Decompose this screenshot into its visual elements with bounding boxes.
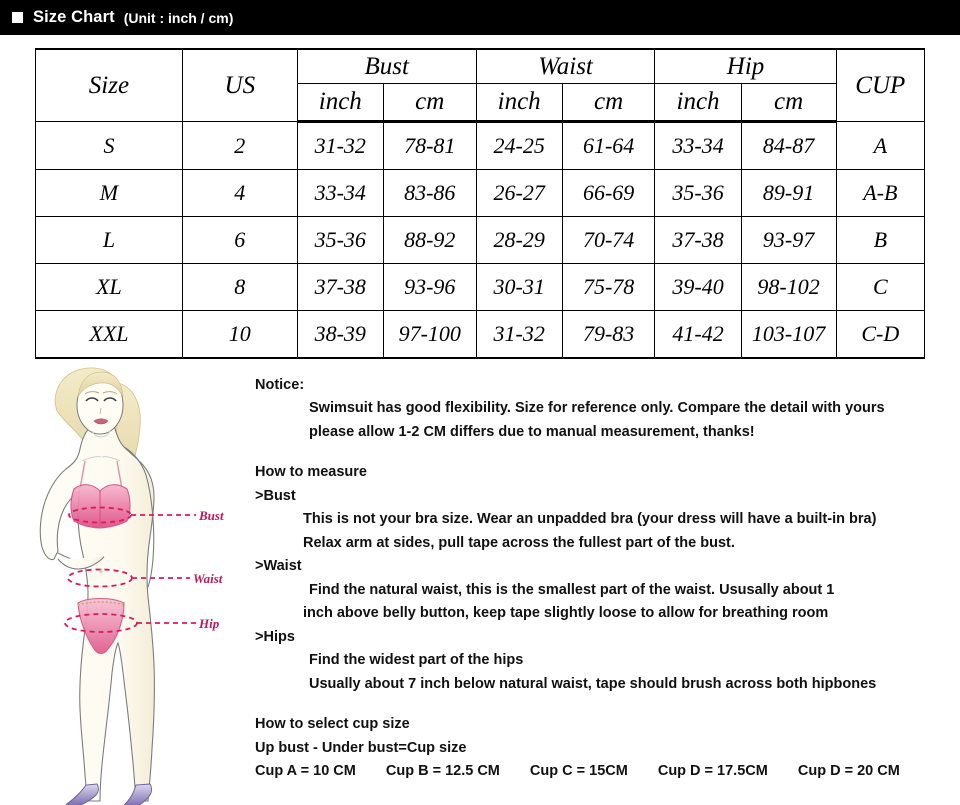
shoe-right [124, 784, 152, 805]
table-row [36, 217, 925, 264]
cell-us: 6 [182, 217, 297, 264]
table-row [36, 122, 925, 170]
cell-cup: C [836, 264, 924, 311]
table-row [36, 264, 925, 311]
cell-us: 8 [182, 264, 297, 311]
col-header-hip: Hip [655, 49, 836, 84]
cell-hip-cm: 84-87 [741, 122, 836, 170]
cell-us: 10 [182, 311, 297, 359]
notice-heading: Notice: [255, 377, 305, 393]
measure-hips-label: >Hips [255, 628, 295, 645]
col-header-us: US [182, 49, 297, 122]
cup-value-a: Cup A = 10 CM [255, 763, 356, 780]
cell-us: 2 [182, 122, 297, 170]
col-subheader-hip-cm: cm [741, 84, 836, 122]
col-subheader-waist-cm: cm [562, 84, 655, 122]
col-header-waist: Waist [476, 49, 655, 84]
cell-waist-inch: 30-31 [476, 264, 562, 311]
cell-size: XXL [36, 311, 183, 359]
cell-cup: A [836, 122, 924, 170]
cell-bust-inch: 37-38 [297, 264, 383, 311]
cell-size: S [36, 122, 183, 170]
cup-size-values [255, 760, 942, 783]
col-header-cup: CUP [836, 49, 924, 122]
cell-waist-inch: 26-27 [476, 170, 562, 217]
cell-bust-inch: 38-39 [297, 311, 383, 359]
how-to-measure-heading: How to measure [255, 464, 367, 481]
cell-hip-inch: 41-42 [655, 311, 741, 359]
cell-size: XL [36, 264, 183, 311]
spacer [255, 696, 942, 713]
cup-value-e: Cup D = 20 CM [797, 763, 900, 780]
cell-hip-inch: 37-38 [655, 217, 741, 264]
col-header-size: Size [36, 49, 183, 122]
col-subheader-bust-inch: inch [297, 84, 383, 122]
spacer [255, 444, 942, 461]
cell-hip-inch: 39-40 [655, 264, 741, 311]
cell-waist-cm: 70-74 [562, 217, 655, 264]
cell-us: 4 [182, 170, 297, 217]
waist-label: Waist [193, 571, 223, 586]
cell-waist-cm: 66-69 [562, 170, 655, 217]
cup-value-b: Cup B = 12.5 CM [385, 763, 500, 780]
table-row [36, 311, 925, 359]
cell-bust-cm: 88-92 [383, 217, 476, 264]
cell-bust-cm: 83-86 [383, 170, 476, 217]
size-chart-table [35, 48, 925, 359]
woman-sketch-illustration [0, 365, 255, 805]
table-row [36, 170, 925, 217]
shoe-left [66, 784, 98, 805]
cell-bust-inch: 35-36 [297, 217, 383, 264]
cell-waist-cm: 79-83 [562, 311, 655, 359]
cup-value-c: Cup C = 15CM [529, 763, 628, 780]
lower-section [0, 359, 960, 795]
measurement-figure [0, 365, 255, 795]
measure-bust-line-2: Relax arm at sides, pull tape across the fullest part of the bust. [303, 534, 735, 551]
col-subheader-bust-cm: cm [383, 84, 476, 122]
page-title: Size Chart [33, 8, 115, 27]
size-table-container [0, 35, 960, 359]
cup-size-formula: Up bust - Under bust=Cup size [255, 739, 467, 756]
unit-note: (Unit : inch / cm) [123, 9, 234, 26]
cell-waist-inch: 28-29 [476, 217, 562, 264]
cell-hip-inch: 33-34 [655, 122, 741, 170]
col-subheader-hip-inch: inch [655, 84, 741, 122]
cell-bust-cm: 93-96 [383, 264, 476, 311]
cell-cup: A-B [836, 170, 924, 217]
cell-bust-cm: 78-81 [383, 122, 476, 170]
measure-bust-label: >Bust [255, 487, 296, 504]
cell-hip-cm: 89-91 [741, 170, 836, 217]
col-header-bust: Bust [297, 49, 476, 84]
measure-bust-line-1: This is not your bra size. Wear an unpadded bra (your dress will have a built-in bra) [303, 511, 877, 528]
cell-bust-inch: 33-34 [297, 170, 383, 217]
hip-label: Hip [199, 616, 220, 631]
cup-size-heading: How to select cup size [255, 716, 410, 733]
size-table-body [36, 122, 925, 359]
cell-size: L [36, 217, 183, 264]
notice-line-2: please allow 1-2 CM differs due to manual measurement, thanks! [309, 423, 755, 440]
cell-waist-inch: 31-32 [476, 311, 562, 359]
notice-line-1: Swimsuit has good flexibility. Size for reference only. Compare the detail with yours [309, 400, 885, 417]
instructions-column [255, 365, 960, 795]
cell-bust-cm: 97-100 [383, 311, 476, 359]
cell-cup: C-D [836, 311, 924, 359]
measure-hips-line-1: Find the widest part of the hips [309, 652, 524, 669]
measure-hips-line-2: Usually about 7 inch below natural waist, tape should brush across both hipbones [309, 675, 877, 692]
bust-label: Bust [199, 508, 224, 523]
measure-waist-line-1: Find the natural waist, this is the smallest part of the waist. Ususally about 1 [309, 581, 835, 598]
cell-hip-cm: 93-97 [741, 217, 836, 264]
col-subheader-waist-inch: inch [476, 84, 562, 122]
cell-hip-cm: 98-102 [741, 264, 836, 311]
cell-bust-inch: 31-32 [297, 122, 383, 170]
cell-size: M [36, 170, 183, 217]
cell-waist-cm: 61-64 [562, 122, 655, 170]
cell-hip-cm: 103-107 [741, 311, 836, 359]
cell-waist-cm: 75-78 [562, 264, 655, 311]
measure-waist-line-2: inch above belly button, keep tape slightly loose to allow for breathing room [303, 605, 829, 622]
page-header [0, 0, 960, 35]
cell-hip-inch: 35-36 [655, 170, 741, 217]
cell-cup: B [836, 217, 924, 264]
cup-value-d: Cup D = 17.5CM [657, 763, 768, 780]
square-bullet-icon [12, 12, 23, 23]
measure-waist-label: >Waist [255, 558, 302, 575]
cell-waist-inch: 24-25 [476, 122, 562, 170]
